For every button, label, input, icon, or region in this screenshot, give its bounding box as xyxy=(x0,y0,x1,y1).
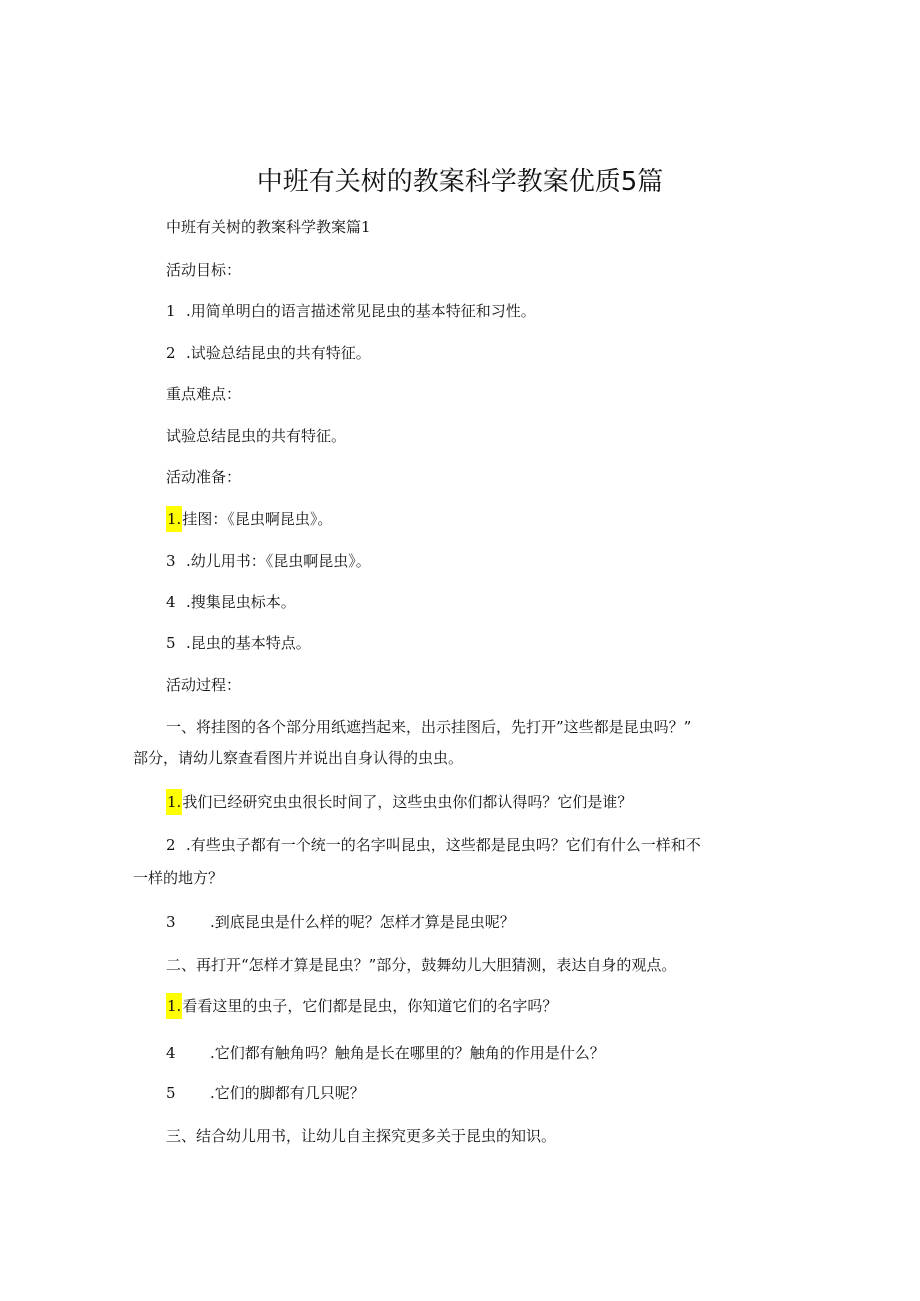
step1-paragraph-cont: 部分，请幼儿察查看图片并说出自身认得的虫虫。 xyxy=(133,749,464,767)
list-text: .它们的脚都有几只呢？ xyxy=(210,1084,365,1102)
list-text: 看看这里的虫子，它们都是昆虫，你知道它们的名字吗？ xyxy=(182,997,558,1015)
list-text: .昆虫的基本特点。 xyxy=(186,634,311,652)
step1-item-cont: 一样的地方？ xyxy=(133,869,224,887)
goal-item xyxy=(166,300,536,322)
step2-item xyxy=(166,1082,365,1104)
step2-paragraph: 二、再打开“怎样才算是昆虫？”部分，鼓舞幼儿大胆猜测，表达自身的观点。 xyxy=(166,956,677,974)
step2-item xyxy=(166,1042,605,1064)
highlighted-number: 1. xyxy=(166,993,182,1019)
list-text: 我们已经研究虫虫很长时间了，这些虫虫你们都认得吗？它们是谁？ xyxy=(182,793,633,811)
prep-item xyxy=(166,550,371,572)
list-number: 1 xyxy=(166,302,176,320)
list-number: 2 xyxy=(166,344,176,362)
list-number: 5 xyxy=(166,634,176,652)
prep-heading: 活动准备： xyxy=(166,468,242,486)
list-text: .用简单明白的语言描述常见昆虫的基本特征和习性。 xyxy=(186,302,536,320)
list-text: .幼儿用书：《昆虫啊昆虫》。 xyxy=(186,552,371,570)
highlighted-number: 1. xyxy=(166,506,182,532)
list-text: .试验总结昆虫的共有特征。 xyxy=(186,344,371,362)
prep-item xyxy=(166,591,296,613)
step1-item xyxy=(166,911,515,933)
key-heading: 重点难点： xyxy=(166,385,242,403)
list-text: .它们都有触角吗？触角是长在哪里的？触角的作用是什么？ xyxy=(210,1044,605,1062)
key-text: 试验总结昆虫的共有特征。 xyxy=(166,427,347,445)
step1-item xyxy=(166,791,632,813)
list-text: .有些虫子都有一个统一的名字叫昆虫，这些都是昆虫吗？它们有什么一样和不 xyxy=(186,836,701,854)
list-number: 3 xyxy=(166,552,176,570)
step3-paragraph: 三、结合幼儿用书，让幼儿自主探究更多关于昆虫的知识。 xyxy=(166,1127,557,1145)
document-title: 中班有关树的教案科学教案优质5篇 xyxy=(256,167,664,197)
goals-heading: 活动目标： xyxy=(166,261,242,279)
list-text: .到底昆虫是什么样的呢？怎样才算是昆虫呢？ xyxy=(210,913,515,931)
list-text: .搜集昆虫标本。 xyxy=(186,593,296,611)
highlighted-number: 1. xyxy=(166,789,182,815)
step2-item xyxy=(166,995,557,1017)
section-subtitle: 中班有关树的教案科学教案篇1 xyxy=(166,218,371,236)
step1-paragraph: 一、将挂图的各个部分用纸遮挡起来，出示挂图后，先打开”这些都是昆虫吗？” xyxy=(166,718,692,736)
process-heading: 活动过程： xyxy=(166,676,242,694)
list-number: 3 xyxy=(166,913,176,931)
list-text: 挂图：《昆虫啊昆虫》。 xyxy=(182,510,333,528)
step1-item xyxy=(166,834,701,856)
prep-item xyxy=(166,632,311,654)
list-number: 2 xyxy=(166,836,176,854)
list-number: 4 xyxy=(166,593,176,611)
list-number: 5 xyxy=(166,1084,176,1102)
prep-item xyxy=(166,508,332,530)
list-number: 4 xyxy=(166,1044,176,1062)
goal-item xyxy=(166,342,371,364)
